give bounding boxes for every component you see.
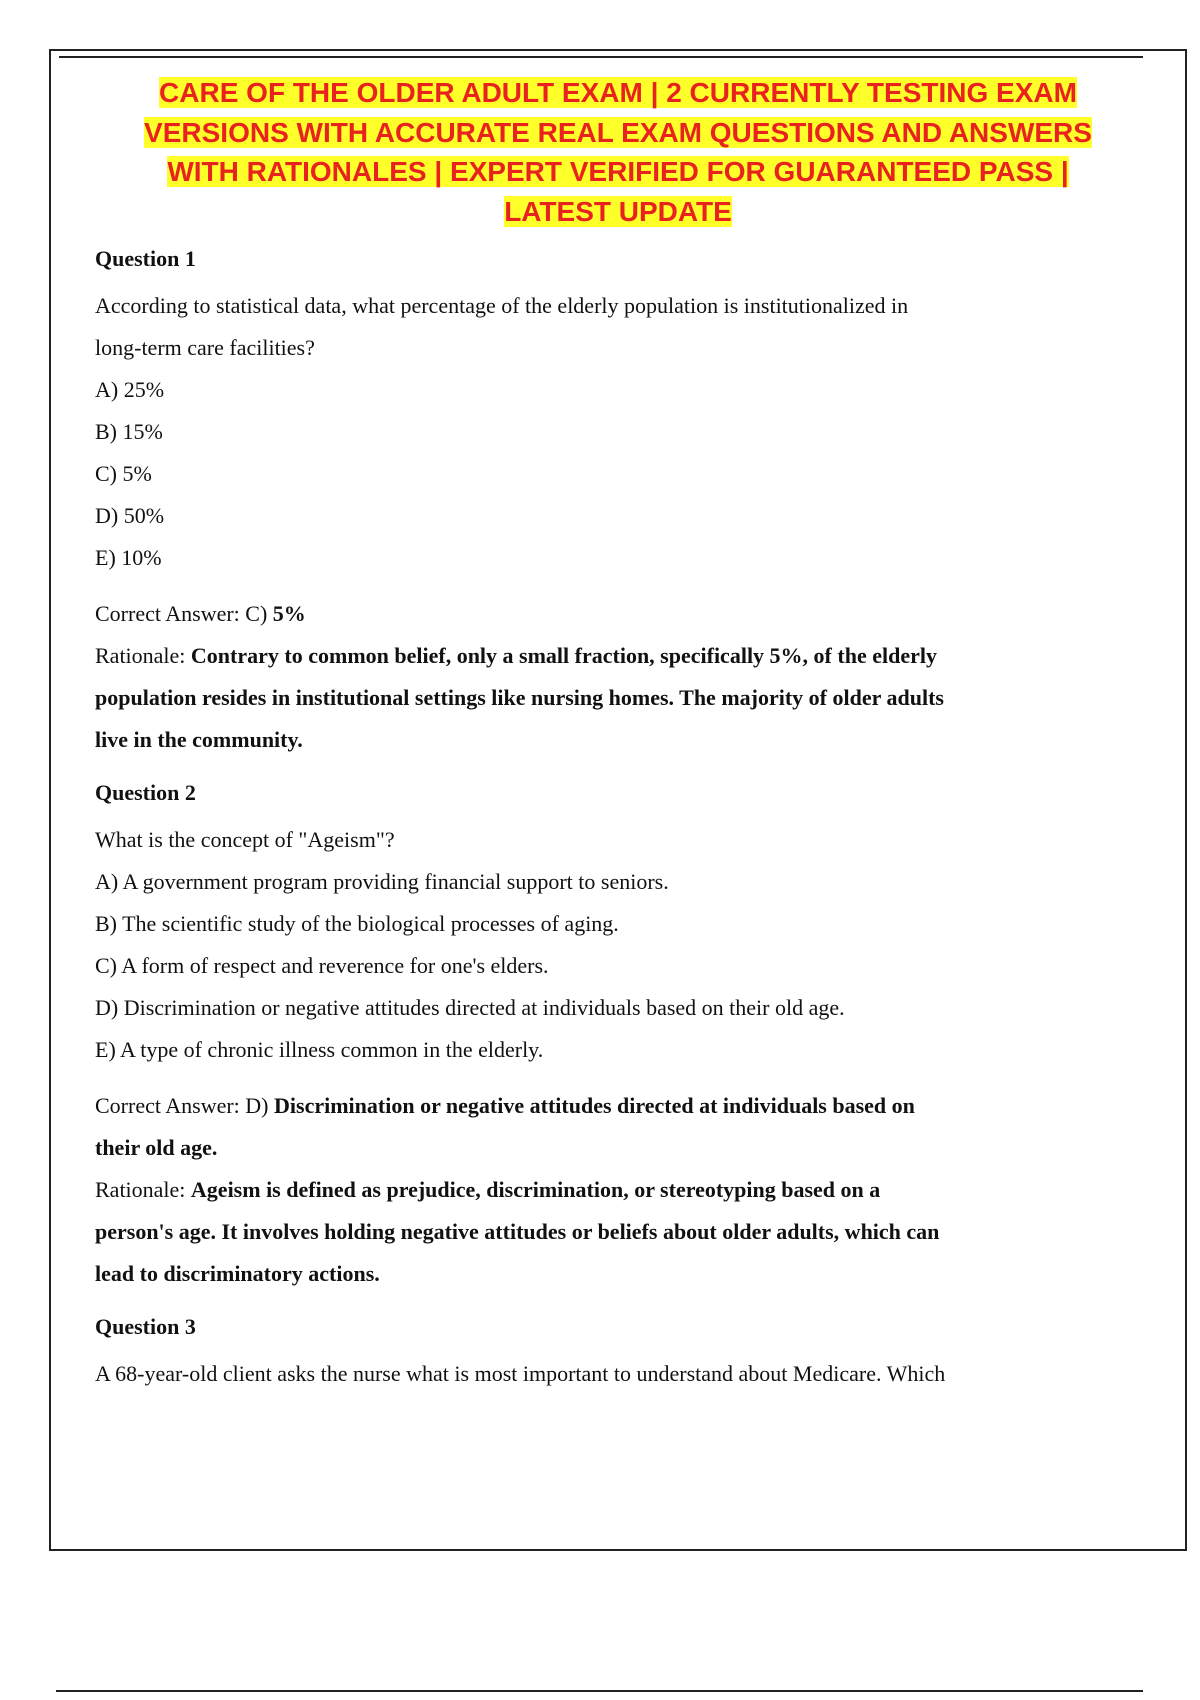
answer-option-d: D) 50% (95, 503, 165, 528)
question-stem-line: A 68-year-old client asks the nurse what is most important to understand about Medicare. Which (95, 1361, 946, 1386)
correct-answer (95, 593, 1085, 635)
rationale-text: person's age. It involves holding negative attitudes or beliefs about older adults, which can (95, 1219, 940, 1244)
question-heading: Question 2 (95, 780, 196, 805)
answer-option-c: C) 5% (95, 461, 152, 486)
question-heading: Question 1 (95, 246, 196, 271)
rationale (95, 1169, 1085, 1211)
question-3 (95, 1313, 1085, 1395)
answer-option-e: E) 10% (95, 545, 162, 570)
title-line-4: LATEST UPDATE (504, 195, 732, 227)
document-body (95, 245, 1085, 1413)
question-stem-line: According to statistical data, what percentage of the elderly population is institutionalized in (95, 293, 909, 318)
correct-answer (95, 1085, 1085, 1127)
rationale-text: Contrary to common belief, only a small fraction, specifically 5%, of the elderly (190, 643, 937, 668)
correct-answer-text: their old age. (95, 1135, 218, 1160)
correct-answer-label: Correct Answer: D) (95, 1093, 275, 1118)
answer-option-e: E) A type of chronic illness common in the elderly. (95, 1037, 544, 1062)
rationale (95, 635, 1085, 677)
question-2 (95, 779, 1085, 1295)
answer-option-b: B) 15% (95, 419, 163, 444)
correct-answer-text: Discrimination or negative attitudes directed at individuals based on (274, 1093, 915, 1118)
document-title (111, 73, 1125, 231)
title-line-1: CARE OF THE OLDER ADULT EXAM | 2 CURRENTLY TESTING EXAM (159, 77, 1077, 108)
question-heading: Question 3 (95, 1314, 196, 1339)
correct-answer-label: Correct Answer: C) (95, 601, 273, 626)
rationale-label: Rationale: (95, 1177, 191, 1202)
rationale-text: live in the community. (95, 727, 303, 752)
question-1 (95, 245, 1085, 761)
answer-option-b: B) The scientific study of the biological processes of aging. (95, 911, 619, 936)
rationale-text: Ageism is defined as prejudice, discrimination, or stereotyping based on a (190, 1177, 881, 1202)
question-stem-line: long-term care facilities? (95, 335, 315, 360)
answer-option-d: D) Discrimination or negative attitudes directed at individuals based on their old age. (95, 995, 845, 1020)
question-stem-line: What is the concept of "Ageism"? (95, 827, 395, 852)
bottom-rule (56, 1690, 1143, 1692)
answer-option-c: C) A form of respect and reverence for one's elders. (95, 953, 549, 978)
top-rule (59, 56, 1143, 58)
answer-option-a: A) 25% (95, 377, 165, 402)
correct-answer-text: 5% (272, 601, 306, 626)
rationale-text: lead to discriminatory actions. (95, 1261, 380, 1286)
rationale-label: Rationale: (95, 643, 191, 668)
rationale-text: population resides in institutional settings like nursing homes. The majority of older adults (95, 685, 944, 710)
title-line-3: WITH RATIONALES | EXPERT VERIFIED FOR GUARANTEED PASS | (167, 156, 1069, 187)
title-line-2: VERSIONS WITH ACCURATE REAL EXAM QUESTIONS AND ANSWERS (144, 116, 1092, 148)
answer-option-a: A) A government program providing financial support to seniors. (95, 869, 669, 894)
